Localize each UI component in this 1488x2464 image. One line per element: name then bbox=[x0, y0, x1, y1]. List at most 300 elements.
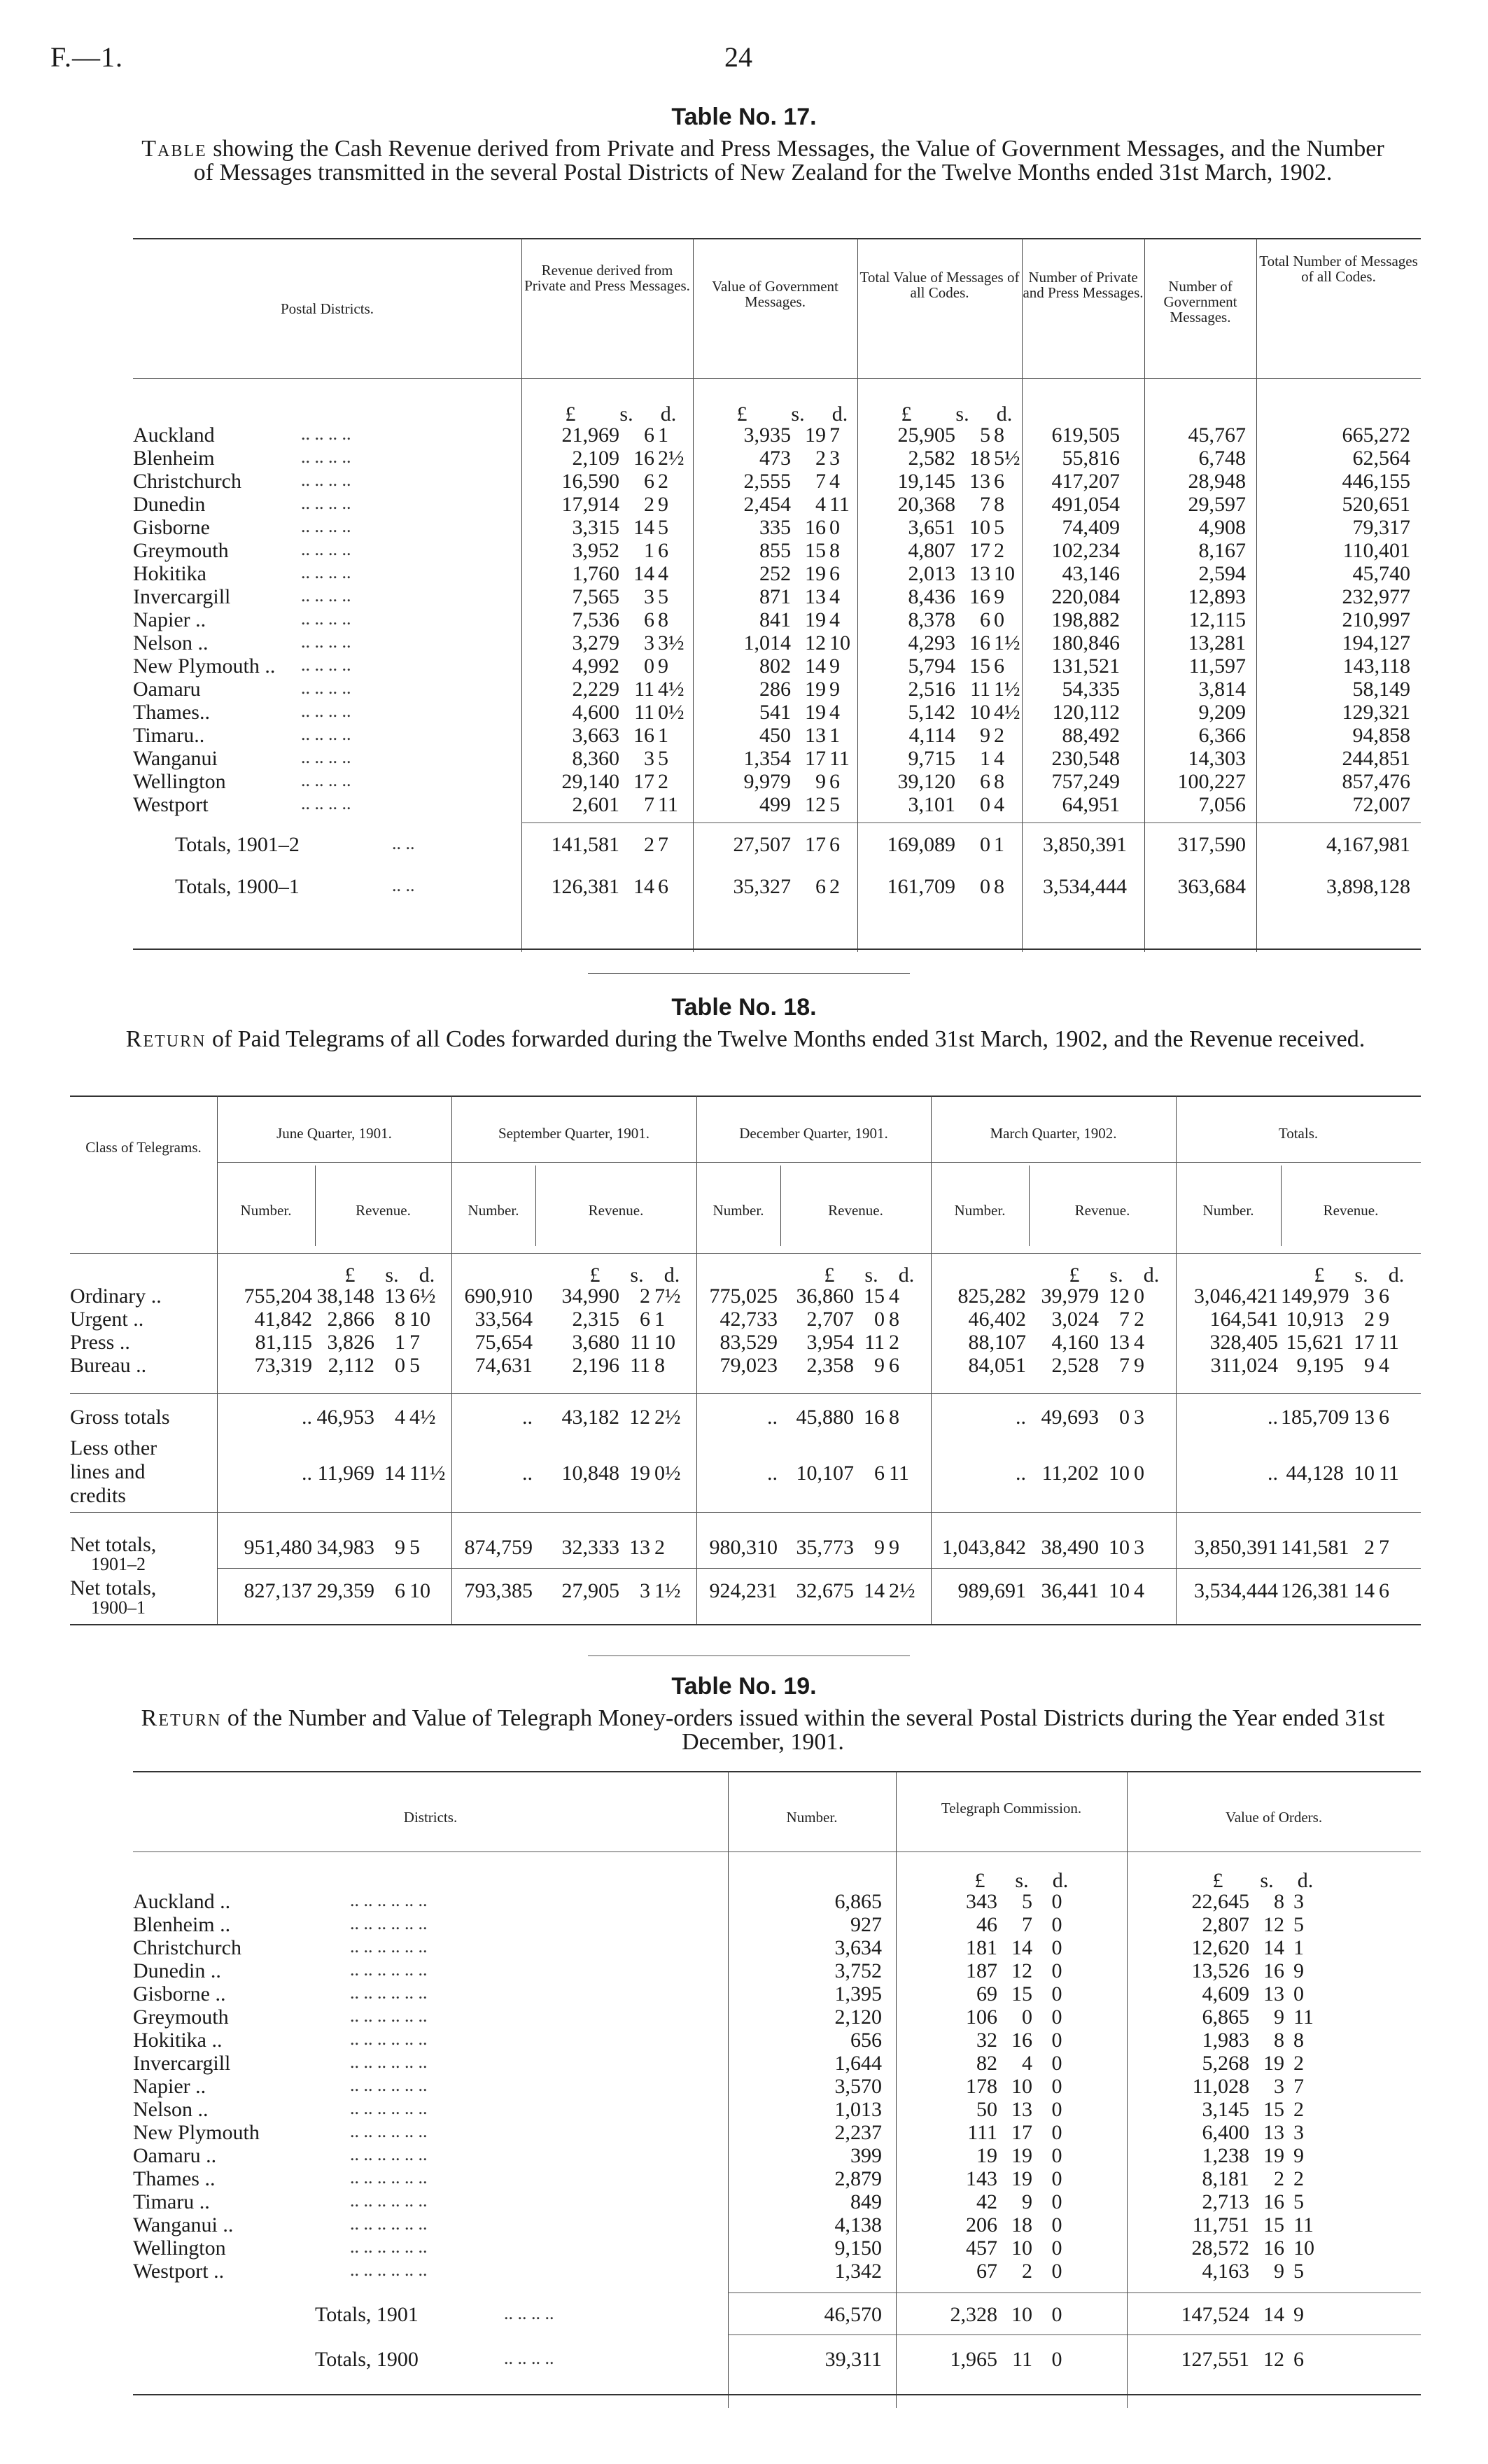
table-row bbox=[0, 654, 1488, 678]
table-19-caption bbox=[133, 1707, 1393, 1754]
order-count: 1,013 bbox=[834, 2098, 882, 2121]
revenue-pence: 6½ bbox=[409, 1284, 436, 1308]
amount-pence: 6 bbox=[994, 654, 1004, 678]
table-row bbox=[0, 1284, 1488, 1308]
revenue-header: Revenue. bbox=[356, 1202, 411, 1219]
quarter-header: December Quarter, 1901. bbox=[739, 1125, 888, 1142]
amount-pounds: 29,140 bbox=[561, 770, 619, 793]
count-total: 3,898,128 bbox=[1326, 875, 1410, 898]
leader-dots: .. .. .. .. .. .. bbox=[350, 2260, 428, 2280]
commission-pounds: 143 bbox=[966, 2167, 997, 2190]
revenue-pence: 11 bbox=[1379, 1331, 1399, 1354]
amount-shillings: 18 bbox=[969, 447, 990, 470]
revenue-pence: 8 bbox=[654, 1354, 665, 1377]
district-name: Thames.. bbox=[133, 701, 210, 724]
leader-dots: .. .. .. .. .. .. bbox=[350, 2213, 428, 2234]
revenue-pence: 11 bbox=[889, 1462, 909, 1485]
column-header: Postal Districts. bbox=[280, 300, 374, 317]
table-row bbox=[0, 770, 1488, 793]
amount-shillings: 16 bbox=[633, 724, 654, 747]
telegram-count: 164,541 bbox=[1209, 1308, 1278, 1331]
unit-pence: d. bbox=[1388, 1264, 1405, 1287]
revenue-pence: 3 bbox=[1134, 1536, 1144, 1559]
amount-pounds: 8,378 bbox=[908, 608, 955, 631]
value-pence: 3 bbox=[1293, 1890, 1304, 1913]
unit-pence: d. bbox=[898, 1264, 915, 1287]
revenue-shillings: 19 bbox=[629, 1462, 650, 1485]
amount-pence: 4 bbox=[829, 470, 840, 493]
amount-pence: 5 bbox=[658, 747, 668, 770]
telegram-count: 311,024 bbox=[1210, 1354, 1278, 1377]
value-pence: 6 bbox=[1293, 2348, 1304, 2371]
revenue-pence: 3 bbox=[1134, 1406, 1144, 1429]
unit-pound: £ bbox=[1314, 1264, 1325, 1287]
value-pence: 9 bbox=[1293, 2144, 1304, 2167]
unit-pence: d. bbox=[1052, 1869, 1069, 1892]
count-total: 857,476 bbox=[1342, 770, 1410, 793]
revenue-pence: 9 bbox=[1379, 1308, 1389, 1331]
amount-pence: 4 bbox=[994, 793, 1004, 816]
amount-pounds: 8,436 bbox=[908, 585, 955, 608]
value-shillings: 14 bbox=[1263, 2303, 1284, 2326]
count-private-press: 74,409 bbox=[1062, 516, 1120, 539]
revenue-shillings: 0 bbox=[395, 1354, 405, 1377]
revenue-shillings: 12 bbox=[629, 1406, 650, 1429]
telegram-count: .. bbox=[302, 1406, 312, 1429]
leader-dots: .. .. .. .. bbox=[301, 424, 351, 444]
amount-shillings: 6 bbox=[980, 770, 990, 793]
revenue-shillings: 9 bbox=[874, 1354, 885, 1377]
amount-shillings: 19 bbox=[805, 608, 826, 631]
revenue-pence: 5 bbox=[409, 1354, 420, 1377]
district-name: Auckland bbox=[133, 424, 215, 447]
district-name: Blenheim .. bbox=[133, 1913, 231, 1936]
table-row bbox=[0, 516, 1488, 539]
count-private-press: 619,505 bbox=[1051, 424, 1120, 447]
revenue-pence: 1 bbox=[654, 1308, 665, 1331]
commission-shillings: 16 bbox=[1011, 2029, 1032, 2052]
amount-pence: 5 bbox=[829, 793, 840, 816]
table-row bbox=[0, 1936, 1488, 1959]
amount-pounds: 3,279 bbox=[572, 631, 619, 654]
amount-shillings: 13 bbox=[969, 562, 990, 585]
commission-pence: 0 bbox=[1051, 2303, 1062, 2326]
amount-shillings: 2 bbox=[644, 493, 654, 516]
unit-pence: d. bbox=[996, 402, 1013, 426]
district-name: Thames .. bbox=[133, 2167, 216, 2190]
telegram-count: 84,051 bbox=[968, 1354, 1026, 1377]
revenue-pounds: 2,315 bbox=[572, 1308, 619, 1331]
amount-shillings: 10 bbox=[969, 516, 990, 539]
table-row bbox=[0, 424, 1488, 447]
amount-shillings: 15 bbox=[805, 539, 826, 562]
amount-pounds: 17,914 bbox=[561, 493, 619, 516]
amount-shillings: 19 bbox=[805, 678, 826, 701]
amount-pence: 7 bbox=[658, 833, 668, 856]
table-17-caption bbox=[133, 137, 1393, 185]
unit-shilling: s. bbox=[630, 1264, 644, 1287]
count-private-press: 54,335 bbox=[1062, 678, 1120, 701]
value-pence: 5 bbox=[1293, 2260, 1304, 2283]
unit-shilling: s. bbox=[1109, 1264, 1123, 1287]
telegram-class: Urgent .. bbox=[70, 1308, 144, 1331]
amount-shillings: 12 bbox=[805, 631, 826, 654]
revenue-pounds: 49,693 bbox=[1041, 1406, 1099, 1429]
unit-pound: £ bbox=[824, 1264, 835, 1287]
value-pounds: 13,526 bbox=[1191, 1959, 1249, 1982]
amount-pence: 4 bbox=[658, 562, 668, 585]
telegram-count: 81,115 bbox=[255, 1331, 312, 1354]
amount-pence: 6 bbox=[829, 562, 840, 585]
count-government: 45,767 bbox=[1188, 424, 1246, 447]
amount-pence: 1½ bbox=[994, 631, 1020, 654]
amount-shillings: 6 bbox=[980, 608, 990, 631]
amount-pence: 5 bbox=[658, 516, 668, 539]
commission-pence: 0 bbox=[1051, 2121, 1062, 2144]
amount-shillings: 14 bbox=[633, 562, 654, 585]
count-private-press: 3,534,444 bbox=[1043, 875, 1127, 898]
class-header: Class of Telegrams. bbox=[85, 1139, 202, 1156]
value-pounds: 6,865 bbox=[1202, 2005, 1249, 2029]
commission-shillings: 2 bbox=[1022, 2260, 1032, 2283]
value-pence: 10 bbox=[1293, 2236, 1314, 2260]
telegram-count: 83,529 bbox=[720, 1331, 778, 1354]
district-name: Oamaru bbox=[133, 678, 201, 701]
leader-dots: .. .. .. .. .. .. bbox=[350, 2052, 428, 2072]
value-shillings: 16 bbox=[1263, 1959, 1284, 1982]
count-total: 194,127 bbox=[1342, 631, 1410, 654]
count-total: 232,977 bbox=[1342, 585, 1410, 608]
order-count: 1,342 bbox=[834, 2260, 882, 2283]
count-government: 7,056 bbox=[1198, 793, 1246, 816]
amount-pounds: 19,145 bbox=[897, 470, 955, 493]
revenue-pounds: 34,983 bbox=[316, 1536, 374, 1559]
amount-shillings: 2 bbox=[815, 447, 826, 470]
revenue-pounds: 2,707 bbox=[806, 1308, 854, 1331]
value-pence: 11 bbox=[1293, 2213, 1314, 2236]
district-name: Greymouth bbox=[133, 539, 229, 562]
totals-label: Totals, 1901–2 bbox=[175, 833, 300, 856]
table-row bbox=[0, 2029, 1488, 2052]
revenue-shillings: 10 bbox=[1109, 1462, 1130, 1485]
leader-dots: .. .. .. .. bbox=[301, 678, 351, 698]
leader-dots: .. .. .. .. .. .. bbox=[350, 2144, 428, 2164]
unit-pence: d. bbox=[831, 402, 848, 426]
page-reference: F.—1. bbox=[50, 41, 124, 73]
amount-pounds: 4,114 bbox=[908, 724, 955, 747]
totals-row bbox=[0, 875, 1488, 903]
amount-shillings: 4 bbox=[815, 493, 826, 516]
revenue-pounds: 27,905 bbox=[561, 1579, 619, 1602]
telegram-count: 41,842 bbox=[254, 1308, 312, 1331]
table-17-title: Table No. 17. bbox=[671, 104, 817, 130]
revenue-pence: 0 bbox=[1134, 1284, 1144, 1308]
count-total: 110,401 bbox=[1342, 539, 1410, 562]
revenue-pounds: 44,128 bbox=[1286, 1462, 1344, 1485]
telegram-count: .. bbox=[1016, 1462, 1026, 1485]
revenue-header: Revenue. bbox=[1074, 1202, 1130, 1219]
table-row bbox=[0, 585, 1488, 608]
amount-pence: 1 bbox=[658, 724, 668, 747]
unit-pound: £ bbox=[565, 402, 576, 426]
commission-shillings: 5 bbox=[1022, 1890, 1032, 1913]
count-government: 12,115 bbox=[1188, 608, 1246, 631]
leader-dots: .. .. .. .. bbox=[301, 747, 351, 767]
value-pounds: 4,163 bbox=[1202, 2260, 1249, 2283]
order-count: 399 bbox=[850, 2144, 882, 2167]
revenue-shillings: 11 bbox=[630, 1354, 650, 1377]
table-row bbox=[0, 747, 1488, 770]
amount-pounds: 841 bbox=[759, 608, 791, 631]
revenue-pounds: 38,148 bbox=[316, 1284, 374, 1308]
commission-pounds: 32 bbox=[976, 2029, 997, 2052]
revenue-pence: 4½ bbox=[409, 1406, 436, 1429]
telegram-count: 73,319 bbox=[254, 1354, 312, 1377]
telegram-class: Ordinary .. bbox=[70, 1284, 162, 1308]
commission-shillings: 19 bbox=[1011, 2167, 1032, 2190]
amount-pence: 5½ bbox=[994, 447, 1020, 470]
revenue-pence: 11 bbox=[1379, 1462, 1399, 1485]
revenue-shillings: 11 bbox=[630, 1331, 650, 1354]
revenue-pence: 8 bbox=[889, 1308, 899, 1331]
caption-text: showing the Cash Revenue derived from Private and Press Messages, the Value of Government Messages, and the Number of Messages transmitted in the several Postal Districts of New Zealand for the Twelve Months ended 31st March, 1902. bbox=[193, 136, 1384, 186]
commission-pence: 0 bbox=[1051, 2029, 1062, 2052]
table-row bbox=[0, 608, 1488, 631]
amount-shillings: 14 bbox=[633, 516, 654, 539]
rule bbox=[728, 2334, 1421, 2335]
district-name: Invercargill bbox=[133, 2052, 231, 2075]
table-row bbox=[0, 562, 1488, 585]
count-total: 58,149 bbox=[1352, 678, 1410, 701]
amount-pence: 10 bbox=[994, 562, 1015, 585]
amount-pence: 8 bbox=[658, 608, 668, 631]
rule bbox=[70, 1096, 1421, 1097]
count-total: 94,858 bbox=[1352, 724, 1410, 747]
totals-row bbox=[0, 2348, 1488, 2372]
amount-pence: 8 bbox=[829, 539, 840, 562]
count-private-press: 131,521 bbox=[1051, 654, 1120, 678]
rule bbox=[521, 822, 1421, 823]
revenue-shillings: 9 bbox=[395, 1536, 405, 1559]
value-pounds: 1,238 bbox=[1202, 2144, 1249, 2167]
telegram-count: 690,910 bbox=[464, 1284, 533, 1308]
amount-pounds: 5,142 bbox=[908, 701, 955, 724]
table-row bbox=[0, 2052, 1488, 2075]
commission-shillings: 0 bbox=[1022, 2005, 1032, 2029]
count-total: 446,155 bbox=[1342, 470, 1410, 493]
amount-pounds: 16,590 bbox=[561, 470, 619, 493]
amount-pence: 9 bbox=[658, 493, 668, 516]
amount-pounds: 450 bbox=[759, 724, 791, 747]
commission-pence: 0 bbox=[1051, 2236, 1062, 2260]
count-government: 11,597 bbox=[1188, 654, 1246, 678]
district-name: Wellington bbox=[133, 2236, 226, 2260]
table-row bbox=[0, 1913, 1488, 1936]
amount-pence: 2 bbox=[658, 470, 668, 493]
totals-row bbox=[0, 2303, 1488, 2327]
district-name: Hokitika .. bbox=[133, 2029, 223, 2052]
revenue-pounds: 11,202 bbox=[1041, 1462, 1099, 1485]
table-19-title: Table No. 19. bbox=[671, 1673, 817, 1700]
commission-pounds: 67 bbox=[976, 2260, 997, 2283]
revenue-pounds: 11,969 bbox=[317, 1462, 374, 1485]
leader-dots: .. .. .. .. .. .. bbox=[350, 2029, 428, 2049]
value-pence: 5 bbox=[1293, 1913, 1304, 1936]
amount-pounds: 252 bbox=[759, 562, 791, 585]
revenue-pence: 1½ bbox=[654, 1579, 681, 1602]
amount-pounds: 39,120 bbox=[897, 770, 955, 793]
commission-pence: 0 bbox=[1051, 2052, 1062, 2075]
amount-shillings: 1 bbox=[644, 539, 654, 562]
amount-shillings: 7 bbox=[644, 793, 654, 816]
amount-shillings: 6 bbox=[644, 424, 654, 447]
net-totals-row bbox=[0, 1579, 1488, 1602]
district-name: Gisborne bbox=[133, 516, 210, 539]
unit-pence: d. bbox=[664, 1264, 680, 1287]
column-header: Revenue derived from Private and Press Messages. bbox=[524, 262, 690, 294]
revenue-header: Revenue. bbox=[828, 1202, 883, 1219]
amount-pence: 0 bbox=[829, 516, 840, 539]
revenue-pence: 9 bbox=[889, 1536, 899, 1559]
amount-shillings: 5 bbox=[980, 424, 990, 447]
amount-shillings: 19 bbox=[805, 562, 826, 585]
commission-shillings: 13 bbox=[1011, 2098, 1032, 2121]
table-18-title: Table No. 18. bbox=[671, 994, 817, 1021]
leader-dots: .. .. .. .. bbox=[301, 539, 351, 559]
unit-shilling: s. bbox=[791, 402, 805, 426]
net-totals-row bbox=[0, 1536, 1488, 1559]
telegram-count: .. bbox=[767, 1462, 778, 1485]
revenue-pounds: 46,953 bbox=[316, 1406, 374, 1429]
commission-pounds: 181 bbox=[966, 1936, 997, 1959]
revenue-pence: 4 bbox=[1379, 1354, 1389, 1377]
amount-pounds: 25,905 bbox=[897, 424, 955, 447]
count-private-press: 3,850,391 bbox=[1043, 833, 1127, 856]
amount-pence: 2½ bbox=[658, 447, 685, 470]
revenue-pence: 2 bbox=[1134, 1308, 1144, 1331]
amount-shillings: 3 bbox=[644, 747, 654, 770]
unit-shilling: s. bbox=[955, 402, 969, 426]
telegram-class: Bureau .. bbox=[70, 1354, 147, 1377]
telegram-count: 328,405 bbox=[1209, 1331, 1278, 1354]
commission-pence: 0 bbox=[1051, 1959, 1062, 1982]
telegram-count: .. bbox=[1016, 1406, 1026, 1429]
amount-pence: 6 bbox=[829, 833, 840, 856]
amount-pounds: 1,014 bbox=[743, 631, 791, 654]
leader-dots: .. .. .. .. bbox=[301, 608, 351, 629]
leader-dots: .. .. .. .. bbox=[301, 447, 351, 467]
amount-shillings: 3 bbox=[644, 585, 654, 608]
telegram-count: 827,137 bbox=[244, 1579, 312, 1602]
revenue-pounds: 34,990 bbox=[561, 1284, 619, 1308]
district-name: New Plymouth .. bbox=[133, 654, 276, 678]
district-name: Christchurch bbox=[133, 470, 241, 493]
column-header: Districts. bbox=[403, 1809, 458, 1826]
commission-shillings: 12 bbox=[1011, 1959, 1032, 1982]
telegram-count: 980,310 bbox=[709, 1536, 778, 1559]
revenue-pence: 7 bbox=[409, 1331, 420, 1354]
amount-pence: 4½ bbox=[994, 701, 1020, 724]
commission-shillings: 19 bbox=[1011, 2144, 1032, 2167]
value-pence: 11 bbox=[1293, 2005, 1314, 2029]
count-total: 72,007 bbox=[1352, 793, 1410, 816]
unit-pence: d. bbox=[660, 402, 677, 426]
telegram-count: 755,204 bbox=[244, 1284, 312, 1308]
column-header: Total Number of Messages of all Codes. bbox=[1259, 253, 1418, 285]
amount-pounds: 2,109 bbox=[572, 447, 619, 470]
revenue-pounds: 32,333 bbox=[561, 1536, 619, 1559]
revenue-shillings: 13 bbox=[1354, 1406, 1375, 1429]
revenue-pence: 8 bbox=[889, 1406, 899, 1429]
amount-shillings: 0 bbox=[644, 654, 654, 678]
value-pence: 5 bbox=[1293, 2190, 1304, 2213]
unit-pence: d. bbox=[1143, 1264, 1160, 1287]
district-name: Wanganui bbox=[133, 747, 218, 770]
count-government: 2,594 bbox=[1198, 562, 1246, 585]
revenue-pence: 4 bbox=[889, 1284, 899, 1308]
count-private-press: 120,112 bbox=[1052, 701, 1120, 724]
telegram-count: 775,025 bbox=[709, 1284, 778, 1308]
revenue-pence: 2 bbox=[889, 1331, 899, 1354]
count-government: 12,893 bbox=[1188, 585, 1246, 608]
value-pounds: 3,145 bbox=[1202, 2098, 1249, 2121]
revenue-header: Revenue. bbox=[588, 1202, 644, 1219]
rule bbox=[133, 1771, 1421, 1772]
revenue-shillings: 8 bbox=[395, 1308, 405, 1331]
revenue-pence: 6 bbox=[1379, 1579, 1389, 1602]
amount-pence: 2 bbox=[994, 539, 1004, 562]
value-pounds: 147,524 bbox=[1181, 2303, 1249, 2326]
commission-pounds: 50 bbox=[976, 2098, 997, 2121]
revenue-shillings: 7 bbox=[1119, 1354, 1130, 1377]
order-count: 1,395 bbox=[834, 1982, 882, 2005]
revenue-shillings: 3 bbox=[1364, 1284, 1375, 1308]
amount-pounds: 3,935 bbox=[743, 424, 791, 447]
totals-label: Totals, 1901 bbox=[315, 2303, 419, 2326]
value-shillings: 13 bbox=[1263, 1982, 1284, 2005]
net-label-line: Net totals, bbox=[70, 1533, 157, 1556]
amount-pence: 4 bbox=[829, 701, 840, 724]
amount-pounds: 286 bbox=[759, 678, 791, 701]
revenue-shillings: 10 bbox=[1109, 1536, 1130, 1559]
quarter-header: June Quarter, 1901. bbox=[276, 1125, 392, 1142]
telegram-count: 951,480 bbox=[244, 1536, 312, 1559]
amount-shillings: 17 bbox=[969, 539, 990, 562]
revenue-pounds: 35,773 bbox=[796, 1536, 854, 1559]
amount-shillings: 7 bbox=[980, 493, 990, 516]
commission-shillings: 10 bbox=[1011, 2236, 1032, 2260]
amount-pence: 9 bbox=[829, 678, 840, 701]
amount-pence: 11 bbox=[658, 793, 678, 816]
revenue-shillings: 4 bbox=[395, 1406, 405, 1429]
revenue-shillings: 2 bbox=[1364, 1308, 1375, 1331]
value-pence: 9 bbox=[1293, 2303, 1304, 2326]
value-pence: 2 bbox=[1293, 2052, 1304, 2075]
revenue-pence: 0½ bbox=[654, 1462, 681, 1485]
commission-shillings: 17 bbox=[1011, 2121, 1032, 2144]
count-private-press: 43,146 bbox=[1062, 562, 1120, 585]
revenue-pounds: 3,826 bbox=[327, 1331, 374, 1354]
commission-pounds: 1,965 bbox=[950, 2348, 997, 2371]
amount-pounds: 4,807 bbox=[908, 539, 955, 562]
unit-shilling: s. bbox=[385, 1264, 399, 1287]
count-government: 317,590 bbox=[1177, 833, 1246, 856]
count-private-press: 230,548 bbox=[1051, 747, 1120, 770]
amount-pounds: 4,293 bbox=[908, 631, 955, 654]
amount-shillings: 13 bbox=[805, 724, 826, 747]
amount-pence: 4½ bbox=[658, 678, 685, 701]
count-government: 13,281 bbox=[1188, 631, 1246, 654]
